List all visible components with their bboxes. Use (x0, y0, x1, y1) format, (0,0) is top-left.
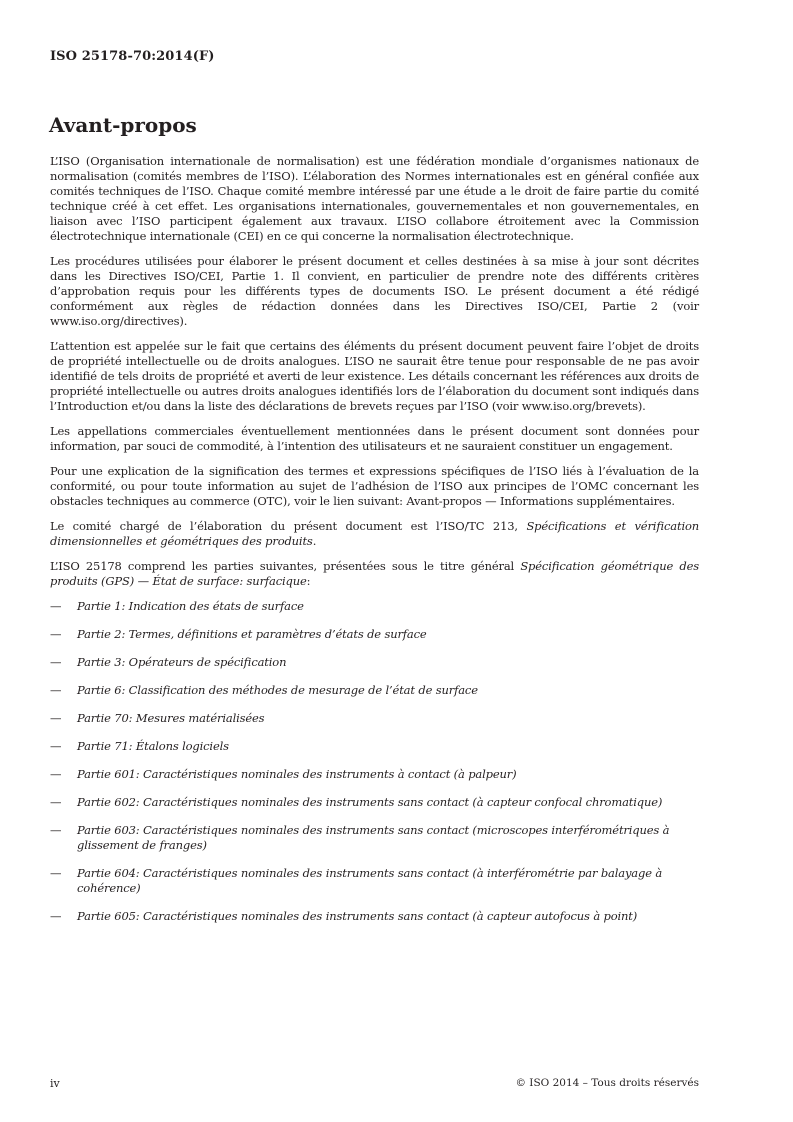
list-dash: — (50, 866, 62, 880)
list-item-text: Partie 601: Caractéristiques nominales des instruments à contact (à palpeur) (77, 767, 517, 781)
paragraph-committee (50, 519, 699, 549)
paragraph-patent-rights: L’attention est appelée sur le fait que certains des éléments du présent document peuvent faire l’objet de droits de propriété intellectuelle ou de droits analogues. L’ISO ne saurait être tenue pour responsable de ne pas avoir identifié de tels droits de propriété et averti de leur existence. Les détails concernant les références aux droits de propriété intellectuelle ou autres droits analogues identifiés lors de l’élaboration du document sont indiqués dans l’Introduction et/ou dans la liste des déclarations de brevets reçues par l’ISO (voir www.iso.org/brevets). (50, 339, 699, 413)
list-dash: — (50, 795, 62, 809)
list-dash: — (50, 909, 62, 923)
list-dash: — (50, 767, 62, 781)
list-item (50, 655, 699, 670)
paragraph-wto-info: Pour une explication de la signification des termes et expressions spécifiques de l’ISO liés à l’évaluation de la conformité, ou pour toute information au sujet de l’adhésion de l’ISO aux principes de l’OMC concernant les obstacles techniques au commerce (OTC), voir le lien suivant: Avant-propos — Informations supplémentaires. (50, 464, 699, 508)
list-item-text: Partie 3: Opérateurs de spécification (77, 655, 287, 669)
list-item (50, 599, 699, 614)
list-item-text: Partie 70: Mesures matérialisées (77, 711, 265, 725)
paragraph-trade-names: Les appellations commerciales éventuellement mentionnées dans le présent document sont données pour information, par souci de commodité, à l’intention des utilisateurs et ne sauraient constituer un engagement. (50, 424, 699, 453)
list-item-text: Partie 2: Termes, définitions et paramètres d’états de surface (77, 627, 427, 641)
general-title: Spécification géométrique des produits (GPS) — État de surface: surfacique (50, 559, 699, 588)
paragraph-procedures: Les procédures utilisées pour élaborer le présent document et celles destinées à sa mise à jour sont décrites dans les Directives ISO/CEI, Partie 1. Il convient, en particulier de prendre note des différents critères d’approbation requis pour les différents types de documents ISO. Le présent document a été rédigé conformément aux règles de rédaction données dans les Directives ISO/CEI, Partie 2 (voir www.iso.org/directives). (50, 254, 699, 328)
list-dash: — (50, 655, 62, 669)
list-item (50, 711, 699, 726)
list-item (50, 627, 699, 642)
list-dash: — (50, 739, 62, 753)
parts-list (50, 599, 699, 924)
list-item (50, 767, 699, 782)
list-item (50, 739, 699, 754)
list-dash: — (50, 627, 62, 641)
paragraph-parts-intro (50, 559, 699, 589)
list-item (50, 823, 699, 853)
list-item (50, 683, 699, 698)
document-body (50, 154, 699, 937)
list-item-text: Partie 71: Étalons logiciels (77, 739, 229, 753)
page-title: Avant-propos (49, 113, 197, 137)
list-item (50, 909, 699, 924)
list-item-text: Partie 603: Caractéristiques nominales des instruments sans contact (microscopes interférométriques à glissement de franges) (77, 823, 670, 852)
list-item-text: Partie 1: Indication des états de surface (77, 599, 304, 613)
list-item-text: Partie 602: Caractéristiques nominales des instruments sans contact (à capteur confocal chromatique) (77, 795, 663, 809)
committee-title: Spécifications et vérification dimensionnelles et géométriques des produits (50, 519, 699, 548)
list-item-text: Partie 605: Caractéristiques nominales des instruments sans contact (à capteur autofocus à point) (77, 909, 638, 923)
parts-intro-text: L’ISO 25178 comprend les parties suivantes, présentées sous le titre général (50, 559, 521, 573)
committee-end: . (312, 534, 317, 548)
list-dash: — (50, 823, 62, 837)
parts-intro-end: : (306, 574, 311, 588)
document-reference: ISO 25178-70:2014(F) (50, 49, 215, 64)
list-item-text: Partie 604: Caractéristiques nominales des instruments sans contact (à interférométrie par balayage à cohérence) (77, 866, 663, 895)
page-number: iv (50, 1077, 60, 1090)
list-dash: — (50, 599, 62, 613)
copyright-notice: © ISO 2014 – Tous droits réservés (515, 1077, 699, 1089)
list-dash: — (50, 683, 62, 697)
list-item-text: Partie 6: Classification des méthodes de mesurage de l’état de surface (77, 683, 478, 697)
committee-text: Le comité chargé de l’élaboration du présent document est l’ISO/TC 213, (50, 519, 527, 533)
list-item (50, 866, 699, 896)
list-item (50, 795, 699, 810)
paragraph-iso-intro: L’ISO (Organisation internationale de normalisation) est une fédération mondiale d’organismes nationaux de normalisation (comités membres de l’ISO). L’élaboration des Normes internationales est en général confiée aux comités techniques de l’ISO. Chaque comité membre intéressé par une étude a le droit de faire partie du comité technique créé à cet effet. Les organisations internationales, gouvernementales et non gouvernementales, en liaison avec l’ISO participent également aux travaux. L’ISO collabore étroitement avec la Commission électrotechnique internationale (CEI) en ce qui concerne la normalisation électrotechnique. (50, 154, 699, 243)
list-dash: — (50, 711, 62, 725)
